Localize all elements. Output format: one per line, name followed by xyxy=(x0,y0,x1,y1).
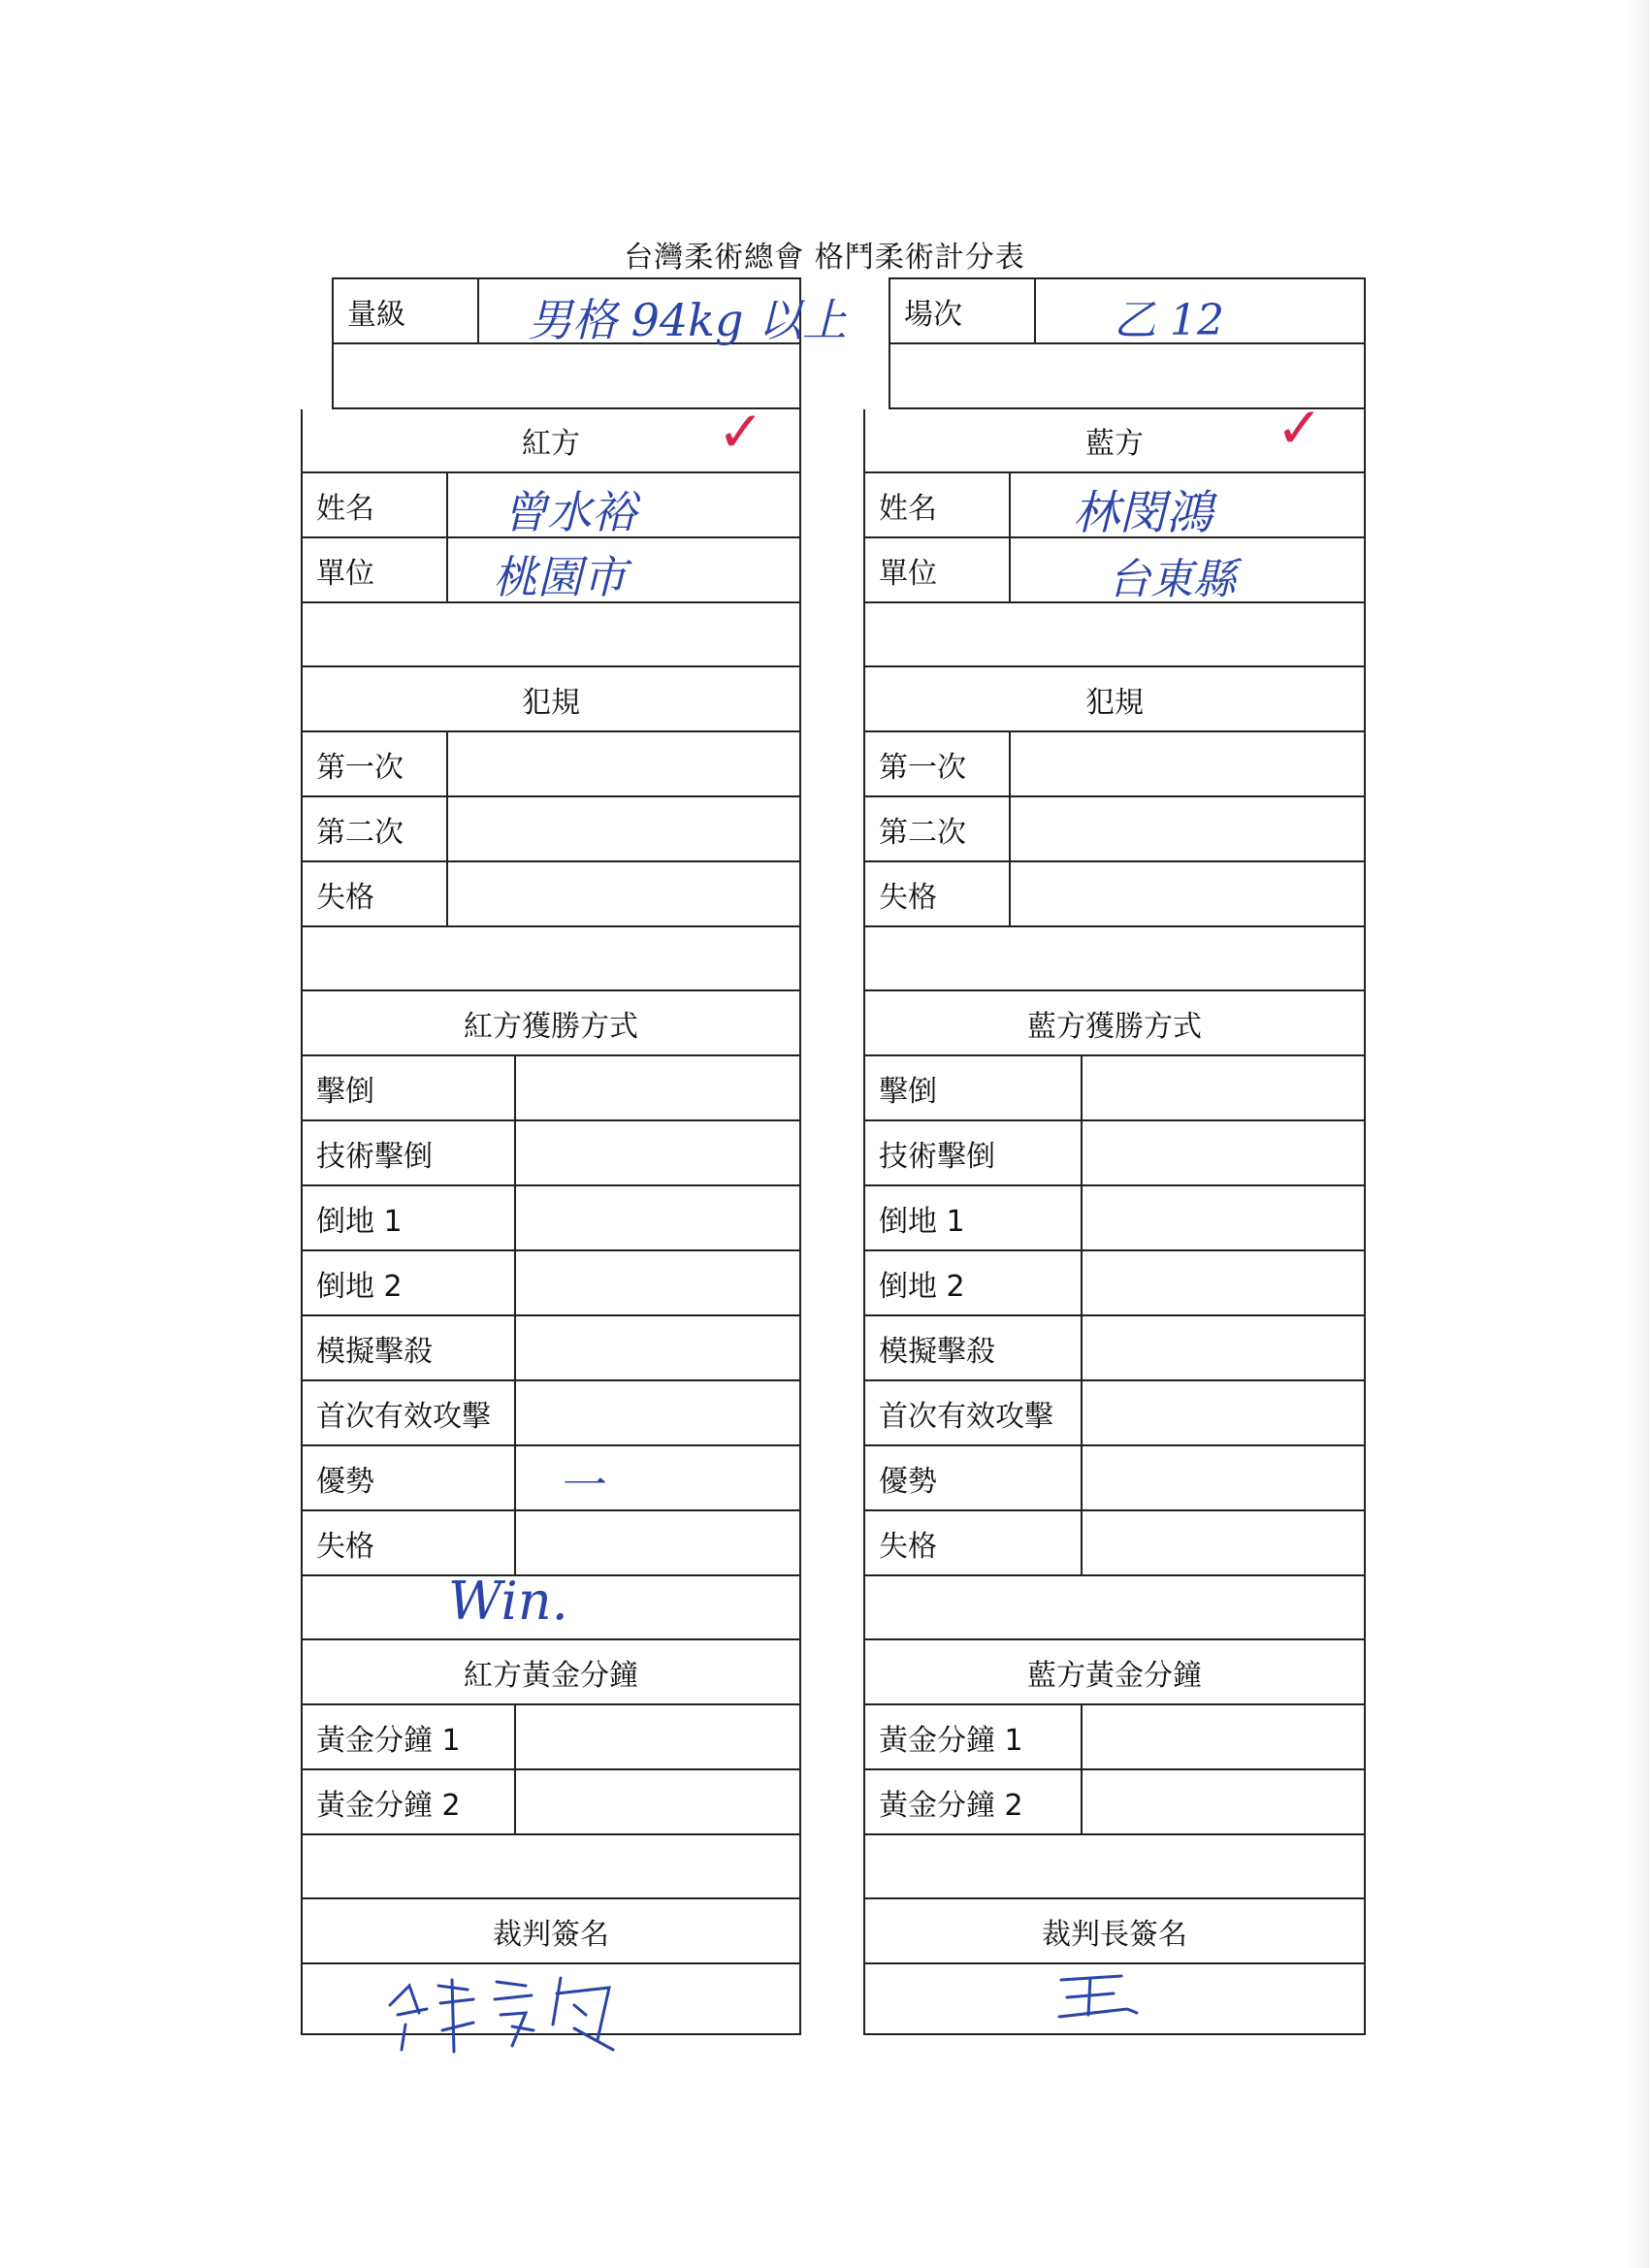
blue-win-method-cell[interactable] xyxy=(1083,1251,1364,1314)
red-win-method-label: 失格 xyxy=(303,1511,516,1574)
red-foul-1-cell[interactable] xyxy=(448,732,799,795)
page-edge xyxy=(1628,0,1649,2268)
red-golden-1-label: 黃金分鐘 1 xyxy=(303,1705,516,1768)
blue-win-method-cell[interactable] xyxy=(1083,1056,1364,1119)
form-title: 台灣柔術總會 格鬥柔術計分表 xyxy=(624,241,1025,275)
red-win-method-label: 技術擊倒 xyxy=(303,1121,516,1184)
red-win-method-label: 擊倒 xyxy=(303,1056,516,1119)
red-win-method-label: 倒地 2 xyxy=(303,1251,516,1314)
blue-blank-row xyxy=(865,927,1364,989)
blue-golden-header: 藍方黃金分鐘 xyxy=(1027,1658,1202,1693)
red-unit-value: 桃園市 xyxy=(493,551,627,603)
blue-win-method-label: 擊倒 xyxy=(865,1056,1083,1119)
blue-foul-1-cell[interactable] xyxy=(1011,732,1364,795)
red-header: 紅方 xyxy=(522,427,580,461)
red-win-method-cell[interactable] xyxy=(516,1121,799,1184)
red-header-cell xyxy=(303,399,799,471)
weight-label: 量級 xyxy=(334,279,479,342)
red-win-method-cell[interactable] xyxy=(516,1186,799,1249)
blue-foul-2-cell[interactable] xyxy=(1011,797,1364,860)
red-foul-1-label: 第一次 xyxy=(303,732,448,795)
blue-unit-cell[interactable] xyxy=(1011,538,1364,604)
red-column xyxy=(301,399,801,2035)
red-golden-1-cell[interactable] xyxy=(516,1705,799,1768)
red-fouls-header: 犯規 xyxy=(522,685,580,720)
blue-foul-dq-label: 失格 xyxy=(865,862,1011,925)
blue-name-label: 姓名 xyxy=(865,473,1011,536)
red-foul-dq-label: 失格 xyxy=(303,862,448,925)
blue-unit-label: 單位 xyxy=(865,538,1011,601)
blue-golden-1-cell[interactable] xyxy=(1083,1705,1364,1768)
blue-header: 藍方 xyxy=(1085,427,1144,461)
blue-check-icon: ✓ xyxy=(1276,395,1323,461)
blue-win-method-cell[interactable] xyxy=(1083,1446,1364,1509)
red-win-method-label: 倒地 1 xyxy=(303,1186,516,1249)
blue-win-method-label: 失格 xyxy=(865,1511,1083,1574)
blue-golden-2-label: 黃金分鐘 2 xyxy=(865,1770,1083,1833)
red-win-method-label: 模擬擊殺 xyxy=(303,1316,516,1379)
red-blank-row xyxy=(303,1835,799,1897)
blue-win-method-label: 模擬擊殺 xyxy=(865,1316,1083,1379)
blue-name-value: 林閔鴻 xyxy=(1073,486,1213,540)
red-result-note: Win. xyxy=(448,1571,568,1632)
red-win-header: 紅方獲勝方式 xyxy=(464,1009,638,1044)
weight-block xyxy=(332,277,848,409)
blue-win-method-label: 首次有效攻擊 xyxy=(865,1381,1083,1444)
red-win-method-cell[interactable] xyxy=(516,1511,799,1574)
blue-foul-2-label: 第二次 xyxy=(865,797,1011,860)
red-name-value: 曾水裕 xyxy=(502,486,636,538)
blue-column xyxy=(863,395,1366,2035)
red-foul-dq-cell[interactable] xyxy=(448,862,799,925)
blue-win-method-label: 倒地 2 xyxy=(865,1251,1083,1314)
red-blank-row xyxy=(303,927,799,989)
blue-foul-dq-cell[interactable] xyxy=(1011,862,1364,925)
blue-golden-1-label: 黃金分鐘 1 xyxy=(865,1705,1083,1768)
red-advantage-mark: 一 xyxy=(563,1459,607,1511)
blue-win-method-cell[interactable] xyxy=(1083,1511,1364,1574)
red-advantage-cell[interactable] xyxy=(516,1446,799,1509)
blue-win-header: 藍方獲勝方式 xyxy=(1027,1009,1202,1044)
match-value-cell[interactable] xyxy=(1036,279,1364,345)
red-win-method-label: 優勢 xyxy=(303,1446,516,1509)
blue-unit-value: 台東縣 xyxy=(1108,555,1236,604)
blue-win-method-cell[interactable] xyxy=(1083,1381,1364,1444)
red-win-method-cell[interactable] xyxy=(516,1316,799,1379)
blue-win-method-label: 優勢 xyxy=(865,1446,1083,1509)
referee-signature-cell[interactable] xyxy=(303,1964,799,2028)
referee-signature xyxy=(380,1966,632,2054)
red-sign-header: 裁判簽名 xyxy=(493,1917,609,1952)
red-win-method-cell[interactable] xyxy=(516,1381,799,1444)
red-win-method-cell[interactable] xyxy=(516,1056,799,1119)
blue-blank-row xyxy=(865,1835,1364,1897)
blue-name-cell[interactable] xyxy=(1011,473,1364,540)
blue-foul-1-label: 第一次 xyxy=(865,732,1011,795)
red-blank-row xyxy=(303,603,799,665)
chief-referee-signature xyxy=(1053,1968,1141,2026)
match-label: 場次 xyxy=(890,279,1036,342)
red-unit-label: 單位 xyxy=(303,538,448,601)
blue-win-method-cell[interactable] xyxy=(1083,1186,1364,1249)
red-result-note-cell[interactable] xyxy=(303,1571,799,1638)
blue-win-method-label: 倒地 1 xyxy=(865,1186,1083,1249)
blue-win-method-cell[interactable] xyxy=(1083,1316,1364,1379)
red-name-cell[interactable] xyxy=(448,473,799,536)
blue-win-method-cell[interactable] xyxy=(1083,1121,1364,1184)
blue-golden-2-cell[interactable] xyxy=(1083,1770,1364,1833)
red-name-label: 姓名 xyxy=(303,473,448,536)
red-golden-2-cell[interactable] xyxy=(516,1770,799,1833)
red-golden-header: 紅方黃金分鐘 xyxy=(464,1658,638,1693)
match-value: 乙 12 xyxy=(1114,296,1224,345)
blue-fouls-header: 犯規 xyxy=(1085,685,1144,720)
red-foul-2-cell[interactable] xyxy=(448,797,799,860)
blue-win-method-label: 技術擊倒 xyxy=(865,1121,1083,1184)
match-block xyxy=(889,277,1366,409)
red-win-method-cell[interactable] xyxy=(516,1251,799,1314)
red-unit-cell[interactable] xyxy=(448,538,799,601)
weight-value-cell[interactable] xyxy=(479,279,848,346)
chief-referee-signature-cell[interactable] xyxy=(865,1964,1364,2028)
red-foul-2-label: 第二次 xyxy=(303,797,448,860)
blue-sign-header: 裁判長簽名 xyxy=(1042,1917,1187,1952)
blue-header-cell xyxy=(865,395,1364,471)
red-win-method-label: 首次有效攻擊 xyxy=(303,1381,516,1444)
red-winner-check-icon: ✓ xyxy=(717,399,764,465)
blue-blank-row xyxy=(865,603,1364,665)
weight-value: 男格 94kg 以上 xyxy=(528,294,848,346)
blue-blank-row xyxy=(865,1576,1364,1638)
red-golden-2-label: 黃金分鐘 2 xyxy=(303,1770,516,1833)
